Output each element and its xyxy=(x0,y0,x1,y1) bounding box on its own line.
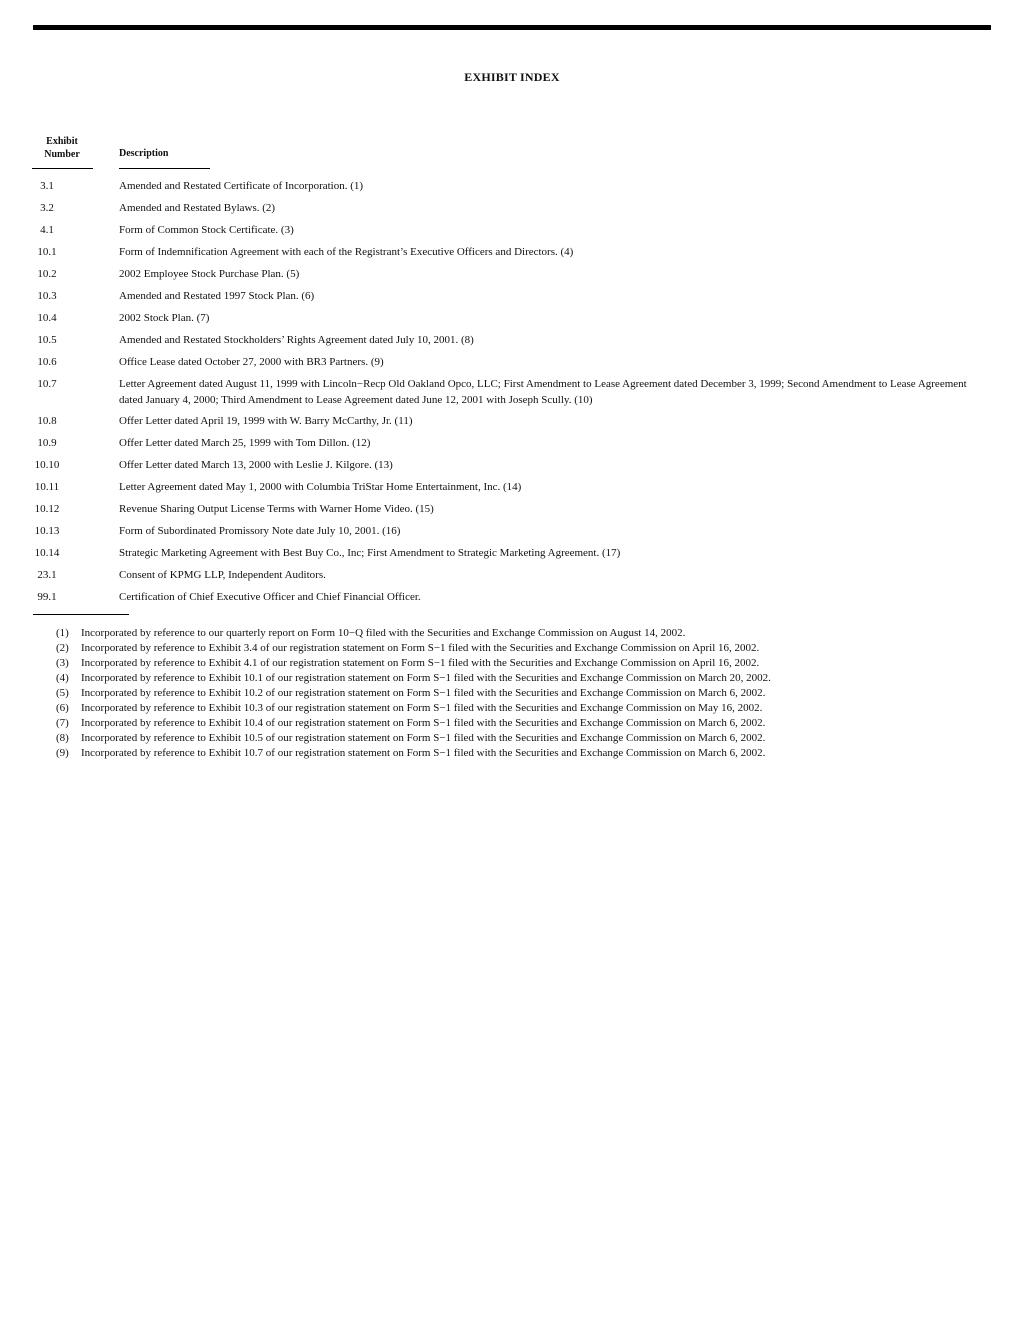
exhibit-description: 2002 Stock Plan. (7) xyxy=(119,312,210,324)
exhibit-description: Amended and Restated 1997 Stock Plan. (6) xyxy=(119,290,315,302)
footnote xyxy=(56,641,986,656)
exhibit-number-header-line2: Number xyxy=(44,149,80,160)
exhibit-number: 10.13 xyxy=(34,525,60,537)
footnote xyxy=(56,656,986,671)
exhibit-number: 3.1 xyxy=(40,180,54,192)
exhibit-description: Offer Letter dated March 13, 2000 with Leslie J. Kilgore. (13) xyxy=(119,459,393,471)
footnote-mark: (4) xyxy=(56,672,69,684)
exhibit-description: Offer Letter dated March 25, 1999 with Tom Dillon. (12) xyxy=(119,437,371,449)
exhibit-row xyxy=(0,501,1024,523)
footnote xyxy=(56,731,986,746)
exhibit-number: 10.5 xyxy=(37,334,57,346)
exhibit-row xyxy=(0,244,1024,266)
footnote-text: Incorporated by reference to Exhibit 10.7 of our registration statement on Form S−1 filed with the Securities and Exchange Commission on March 6, 2002. xyxy=(81,747,766,759)
exhibit-number: 10.11 xyxy=(34,481,60,493)
exhibit-description: Form of Indemnification Agreement with each of the Registrant’s Executive Officers and Directors. (4) xyxy=(119,246,574,258)
description-header: Description xyxy=(119,148,169,159)
footnote-mark: (3) xyxy=(56,657,69,669)
exhibit-description: 2002 Employee Stock Purchase Plan. (5) xyxy=(119,268,300,280)
exhibit-row xyxy=(0,376,1024,413)
exhibit-number-header-line1: Exhibit xyxy=(46,136,78,147)
exhibit-number: 23.1 xyxy=(37,569,57,581)
exhibit-row xyxy=(0,413,1024,435)
exhibit-row xyxy=(0,523,1024,545)
exhibit-number-header-rule xyxy=(32,168,93,169)
footnotes xyxy=(56,626,986,761)
exhibit-number: 10.3 xyxy=(37,290,57,302)
exhibit-row xyxy=(0,266,1024,288)
footnote-text: Incorporated by reference to Exhibit 10.4 of our registration statement on Form S−1 filed with the Securities and Exchange Commission on March 6, 2002. xyxy=(81,717,766,729)
exhibit-description: Certification of Chief Executive Officer and Chief Financial Officer. xyxy=(119,591,421,603)
footnote-mark: (2) xyxy=(56,642,69,654)
exhibit-table xyxy=(0,178,1024,611)
exhibit-row xyxy=(0,457,1024,479)
exhibit-number: 10.9 xyxy=(37,437,57,449)
footnote-mark: (1) xyxy=(56,627,69,639)
exhibit-description: Amended and Restated Stockholders’ Rights Agreement dated July 10, 2001. (8) xyxy=(119,334,474,346)
footnote-text: Incorporated by reference to Exhibit 3.4 of our registration statement on Form S−1 filed with the Securities and Exchange Commission on April 16, 2002. xyxy=(81,642,760,654)
exhibit-row xyxy=(0,288,1024,310)
exhibit-description: Form of Subordinated Promissory Note date July 10, 2001. (16) xyxy=(119,525,401,537)
footnote-mark: (9) xyxy=(56,747,69,759)
footnote xyxy=(56,716,986,731)
footnote-text: Incorporated by reference to our quarterly report on Form 10−Q filed with the Securities and Exchange Commission on August 14, 2002. xyxy=(81,627,686,639)
footnote-text: Incorporated by reference to Exhibit 10.1 of our registration statement on Form S−1 filed with the Securities and Exchange Commission on March 20, 2002. xyxy=(81,672,771,684)
footnote-mark: (8) xyxy=(56,732,69,744)
exhibit-row xyxy=(0,178,1024,200)
footnote-mark: (6) xyxy=(56,702,69,714)
footnote xyxy=(56,686,986,701)
exhibit-row xyxy=(0,435,1024,457)
exhibit-row xyxy=(0,567,1024,589)
exhibit-description: Strategic Marketing Agreement with Best Buy Co., Inc; First Amendment to Strategic Marketing Agreement. (17) xyxy=(119,547,621,559)
exhibit-number: 10.12 xyxy=(34,503,60,515)
exhibit-description: Form of Common Stock Certificate. (3) xyxy=(119,224,294,236)
exhibit-description: Office Lease dated October 27, 2000 with BR3 Partners. (9) xyxy=(119,356,384,368)
exhibit-description: Amended and Restated Bylaws. (2) xyxy=(119,202,276,214)
exhibit-number: 10.4 xyxy=(37,312,57,324)
exhibit-description: Amended and Restated Certificate of Incorporation. (1) xyxy=(119,180,364,192)
exhibit-number: 10.2 xyxy=(37,268,57,280)
exhibit-number: 10.14 xyxy=(34,547,60,559)
footnote xyxy=(56,626,986,641)
exhibit-number: 10.7 xyxy=(37,378,57,390)
description-header-rule xyxy=(119,168,210,169)
exhibit-description: Letter Agreement dated May 1, 2000 with Columbia TriStar Home Entertainment, Inc. (14) xyxy=(119,481,522,493)
exhibit-number: 10.10 xyxy=(34,459,60,471)
exhibit-row xyxy=(0,589,1024,611)
exhibit-row xyxy=(0,200,1024,222)
exhibit-row xyxy=(0,222,1024,244)
footnote-text: Incorporated by reference to Exhibit 10.5 of our registration statement on Form S−1 filed with the Securities and Exchange Commission on March 6, 2002. xyxy=(81,732,766,744)
exhibit-description: Revenue Sharing Output License Terms with Warner Home Video. (15) xyxy=(119,503,434,515)
footnote-text: Incorporated by reference to Exhibit 10.3 of our registration statement on Form S−1 filed with the Securities and Exchange Commission on May 16, 2002. xyxy=(81,702,763,714)
exhibit-description: Offer Letter dated April 19, 1999 with W. Barry McCarthy, Jr. (11) xyxy=(119,415,413,427)
footnote-mark: (5) xyxy=(56,687,69,699)
top-rule xyxy=(33,25,991,30)
exhibit-number: 3.2 xyxy=(40,202,54,214)
exhibit-row xyxy=(0,310,1024,332)
exhibit-description: Consent of KPMG LLP, Independent Auditors. xyxy=(119,569,326,581)
exhibit-number: 4.1 xyxy=(40,224,54,236)
exhibit-description: Letter Agreement dated August 11, 1999 with Lincoln−Recp Old Oakland Opco, LLC; First Amendment to Lease Agreement dated December 3, 1999; Second Amendment to Lease Agreement dated January 4, 2000; Third Amendment to Lease Agreement dated June 12, 2001 with Joseph Scully. (10) xyxy=(119,378,967,406)
footnote xyxy=(56,746,986,761)
exhibit-row xyxy=(0,332,1024,354)
footnote xyxy=(56,701,986,716)
exhibit-number-header xyxy=(32,135,92,161)
footnote-text: Incorporated by reference to Exhibit 10.2 of our registration statement on Form S−1 filed with the Securities and Exchange Commission on March 6, 2002. xyxy=(81,687,766,699)
footnote-mark: (7) xyxy=(56,717,69,729)
exhibit-row xyxy=(0,479,1024,501)
exhibit-number: 10.1 xyxy=(37,246,57,258)
exhibit-number: 99.1 xyxy=(37,591,57,603)
exhibit-number: 10.8 xyxy=(37,415,57,427)
footnote xyxy=(56,671,986,686)
footnote-rule xyxy=(33,614,129,615)
exhibit-number: 10.6 xyxy=(37,356,57,368)
footnote-text: Incorporated by reference to Exhibit 4.1 of our registration statement on Form S−1 filed with the Securities and Exchange Commission on April 16, 2002. xyxy=(81,657,760,669)
exhibit-row xyxy=(0,545,1024,567)
page-title: EXHIBIT INDEX xyxy=(464,70,560,84)
exhibit-row xyxy=(0,354,1024,376)
